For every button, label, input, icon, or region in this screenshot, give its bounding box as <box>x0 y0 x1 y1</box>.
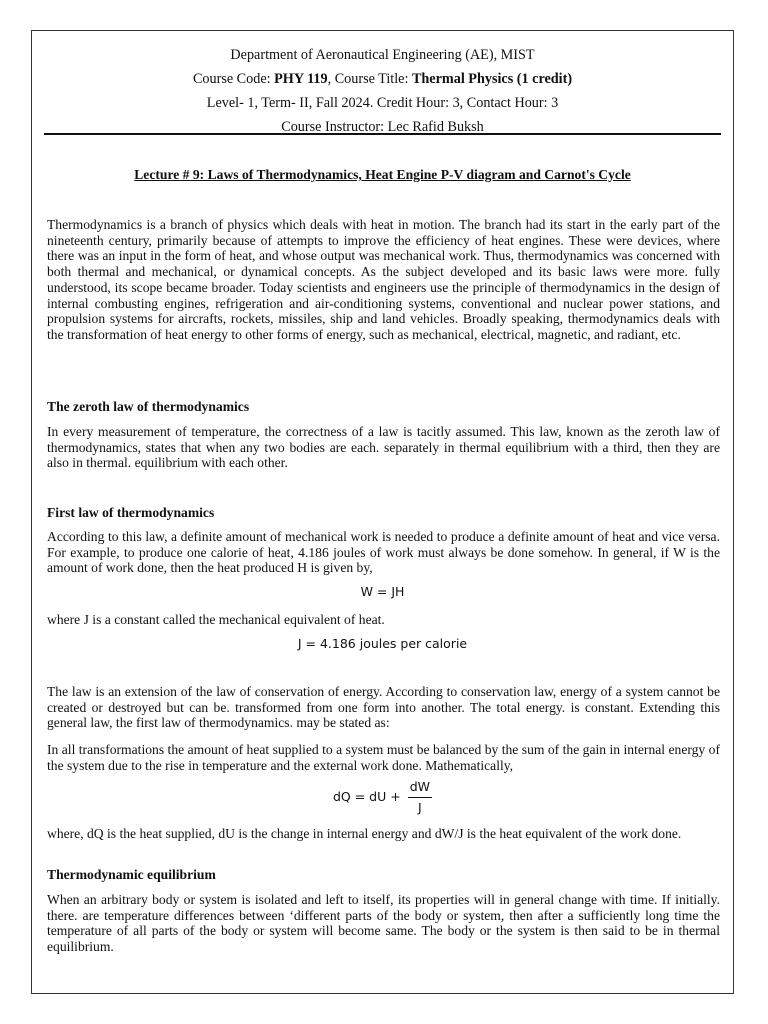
equation-first-law <box>32 779 733 816</box>
equation-j-value: J = 4.186 joules per calorie <box>297 636 468 651</box>
document-header <box>32 43 733 139</box>
fraction-numerator: dW <box>408 779 432 798</box>
course-code-label: Course Code: <box>192 71 275 87</box>
first-law-paragraph-5: where, dQ is the heat supplied, dU is the change in internal energy and dW/J is the heat equivalent of the work done. <box>47 826 682 841</box>
instructor-line: Course Instructor: Lec Rafid Buksh <box>281 119 484 135</box>
first-law-heading: First law of thermodynamics <box>47 505 215 520</box>
first-law-paragraph-3: The law is an extension of the law of conservation of energy. According to conservation law, energy of a system cannot be created or destroyed but can be. transformed from one form into another. The total energy. is constant. Extending this general law, the first law of thermodynamics. may be stated as: <box>47 684 720 731</box>
course-title: Thermal Physics (1 credit) <box>411 71 573 87</box>
header-divider <box>44 133 721 135</box>
first-law-paragraph-4: In all transformations the amount of heat supplied to a system must be balanced by the sum of the gain in internal energy of the system due to the rise in temperature and the external work done. Mathematically, <box>47 742 720 773</box>
equation-w-jh: W = JH <box>360 584 405 599</box>
first-law-paragraph-1: According to this law, a definite amount of mechanical work is needed to produce a definite amount of heat and vice versa. For example, to produce one calorie of heat, 4.186 joules of work must always be done somehow. In general, if W is the amount of work done, then the heat produced H is given by, <box>47 529 720 576</box>
zeroth-law-heading: The zeroth law of thermodynamics <box>47 399 250 414</box>
level-line: Level- 1, Term- II, Fall 2024. Credit Hour: 3, Contact Hour: 3 <box>206 95 559 111</box>
lecture-title: Lecture # 9: Laws of Thermodynamics, Heat Engine P-V diagram and Carnot's Cycle <box>134 167 631 182</box>
course-code: PHY 119 <box>274 71 328 87</box>
department-line: Department of Aeronautical Engineering (AE), MIST <box>230 47 535 63</box>
equilibrium-paragraph: When an arbitrary body or system is isolated and left to itself, its properties will in general change with time. If initially. there. are temperature differences between ‘different parts of the body or system, then after a sufficiently long time the temperature of all parts of the body or system will become same. The body or the system is then said to be in thermal equilibrium. <box>47 892 720 955</box>
equation-lhs: dQ = dU + <box>332 789 401 804</box>
course-title-label: , Course Title: <box>327 71 412 87</box>
fraction-denominator: J <box>418 800 422 815</box>
page-frame <box>31 30 734 994</box>
course-line <box>32 67 733 91</box>
first-law-paragraph-2: where J is a constant called the mechanical equivalent of heat. <box>47 612 385 627</box>
zeroth-law-paragraph: In every measurement of temperature, the correctness of a law is tacitly assumed. This law, known as the zeroth law of thermodynamics, states that when any two bodies are each. separately in thermal equilibrium with a third, then they are also in thermal. equilibrium with each other. <box>47 424 720 471</box>
fraction-dw-over-j <box>408 779 432 816</box>
intro-paragraph: Thermodynamics is a branch of physics which deals with heat in motion. The branch had its start in the early part of the nineteenth century, primarily because of attempts to improve the efficiency of heat engines. These were devices, where there was an input in the form of heat, and whose output was mechanical work. Thus, thermodynamics was concerned with both thermal and mechanical, or dynamical concepts. As the subject developed and its basic laws were more. fully understood, its scope became broader. Today scientists and engineers use the principle of thermodynamics in the design of internal combusting engines, refrigeration and air-conditioning systems, conventional and nuclear power stations, and propulsion systems for aircrafts, rockets, missiles, ship and land vehicles. Broadly speaking, thermodynamics deals with the transformation of heat energy to other forms of energy, such as mechanical, electrical, magnetic, and radiant, etc. <box>47 217 720 342</box>
equilibrium-heading: Thermodynamic equilibrium <box>47 867 216 882</box>
